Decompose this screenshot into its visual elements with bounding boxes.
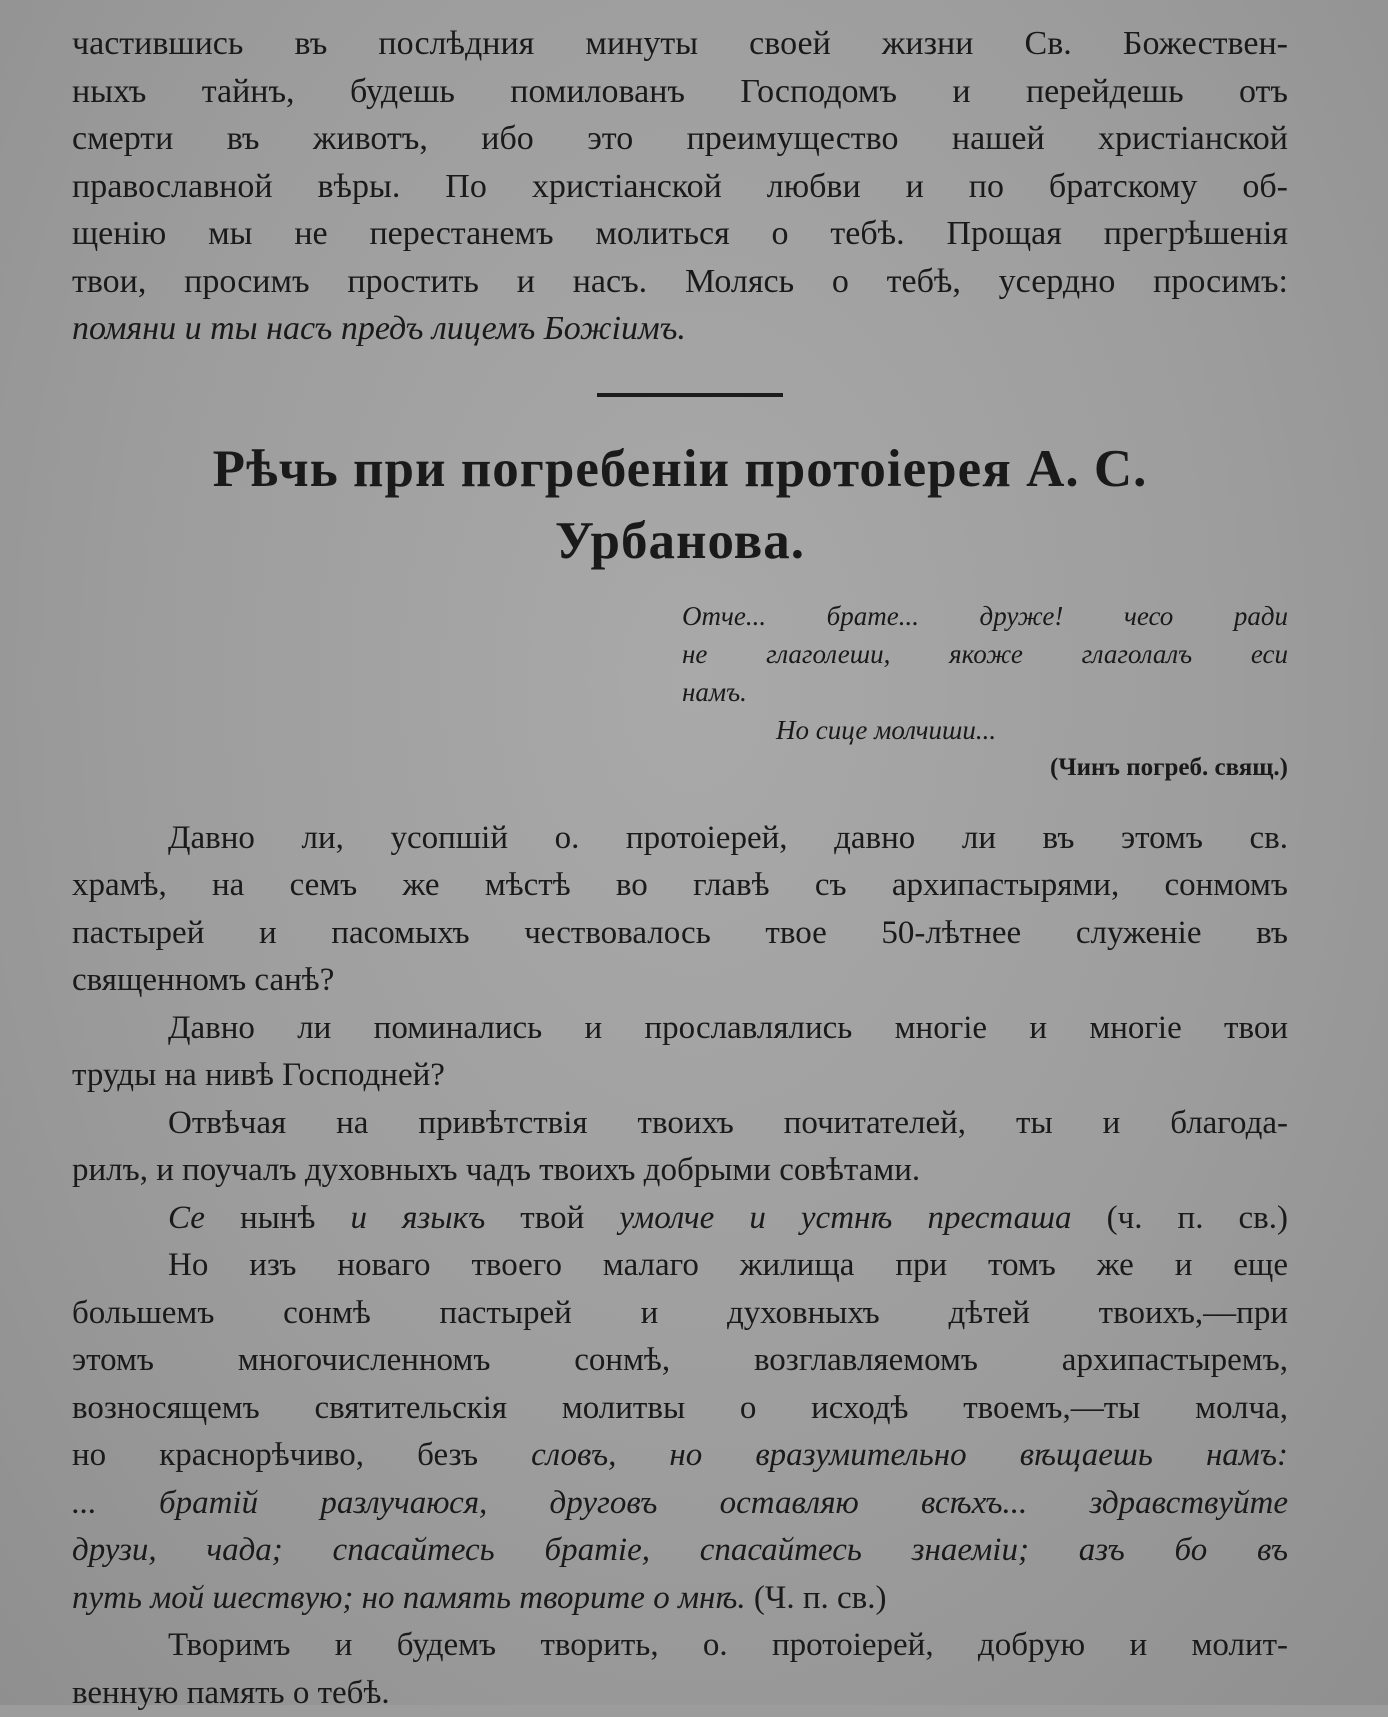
text-line: Но изъ новаго твоего малаго жилища при томъ же и еще bbox=[72, 1242, 1288, 1290]
text-line: большемъ сонмѣ пастырей и духовныхъ дѣтей твоихъ,—при bbox=[72, 1290, 1288, 1338]
text-italic: и языкъ bbox=[350, 1200, 485, 1236]
text-plain: но краснорѣчиво, безъ bbox=[72, 1437, 531, 1473]
text-line: труды на нивѣ Господней? bbox=[72, 1052, 1288, 1100]
text-plain: (ч. п. св.) bbox=[1072, 1200, 1288, 1236]
epigraph-line: не глаголеши, якоже глаголалъ еси bbox=[682, 635, 1288, 673]
body-paragraph bbox=[72, 1242, 1288, 1622]
text-line: православной вѣры. По христiанской любви и по братскому об- bbox=[72, 163, 1288, 211]
text-line: этомъ многочисленномъ сонмѣ, возглавляемомъ архипастыремъ, bbox=[72, 1337, 1288, 1385]
text-plain: твой bbox=[485, 1200, 619, 1236]
text-line: Давно ли поминались и прославлялись многiе и многiе твои bbox=[72, 1005, 1288, 1053]
section-title bbox=[72, 433, 1288, 577]
text-plain: (Ч. п. св.) bbox=[746, 1580, 887, 1616]
text-line: частившись въ послѣдния минуты своей жизни Св. Божествен- bbox=[72, 20, 1288, 68]
epigraph-line: Отче... брате... друже! чесо ради bbox=[682, 597, 1288, 635]
epigraph bbox=[682, 597, 1288, 787]
text-line bbox=[72, 1432, 1288, 1480]
text-line bbox=[72, 1575, 1288, 1623]
text-line: пастырей и пасомыхъ чествовалось твое 50-лѣтнее служенiе въ bbox=[72, 910, 1288, 958]
epigraph-line: Но сице молчиши... bbox=[682, 711, 1288, 749]
text-italic: Се bbox=[168, 1200, 205, 1236]
text-line: Отвѣчая на привѣтствiя твоихъ почитателей, ты и благода- bbox=[72, 1100, 1288, 1148]
text-plain: нынѣ bbox=[205, 1200, 351, 1236]
text-line: венную память о тебѣ. bbox=[72, 1670, 1288, 1717]
text-line-italic: помяни и ты насъ предъ лицемъ Божiимъ. bbox=[72, 305, 1288, 353]
text-line: священномъ санѣ? bbox=[72, 957, 1288, 1005]
section-divider bbox=[597, 393, 783, 397]
body-paragraph bbox=[72, 1195, 1288, 1243]
text-line-italic: ... братiй разлучаюся, друговъ оставляю всѣхъ... здравствуйте bbox=[72, 1480, 1288, 1528]
text-line: ныхъ тайнъ, будешь помилованъ Господомъ и перейдешь отъ bbox=[72, 68, 1288, 116]
title-line-1: Рѣчь при погребенiи протоiерея А. С. bbox=[213, 440, 1148, 498]
speech-body bbox=[72, 815, 1288, 1717]
body-paragraph bbox=[72, 1005, 1288, 1100]
text-line: храмѣ, на семъ же мѣстѣ во главѣ съ архипастырями, сонмомъ bbox=[72, 862, 1288, 910]
text-line bbox=[72, 1195, 1288, 1243]
text-line: смерти въ животъ, ибо это преимущество нашей христiанской bbox=[72, 115, 1288, 163]
text-line-italic: друзи, чада; спасайтесь братiе, спасайтесь знаемiи; азъ бо въ bbox=[72, 1527, 1288, 1575]
body-paragraph bbox=[72, 1622, 1288, 1717]
text-line: возносящемъ святительскiя молитвы о исходѣ твоемъ,—ты молча, bbox=[72, 1385, 1288, 1433]
body-paragraph bbox=[72, 815, 1288, 1005]
text-line: Творимъ и будемъ творить, о. протоiерей, добрую и молит- bbox=[72, 1622, 1288, 1670]
top-paragraph bbox=[72, 20, 1288, 353]
text-italic: словъ, но вразумительно вѣщаешь намъ: bbox=[531, 1437, 1288, 1473]
text-line: щенiю мы не перестанемъ молиться о тебѣ. Прощая прегрѣшенiя bbox=[72, 210, 1288, 258]
epigraph-source: (Чинъ погреб. свящ.) bbox=[682, 749, 1288, 787]
body-paragraph bbox=[72, 1100, 1288, 1195]
text-italic: путь мой шествую; но память творите о мнѣ. bbox=[72, 1580, 746, 1616]
text-line: Давно ли, усопшiй о. протоiерей, давно ли въ этомъ св. bbox=[72, 815, 1288, 863]
epigraph-line: намъ. bbox=[682, 673, 1288, 711]
title-line-2: Урбанова. bbox=[555, 512, 805, 570]
text-line: рилъ, и поучалъ духовныхъ чадъ твоихъ добрыми совѣтами. bbox=[72, 1147, 1288, 1195]
text-italic: умолче и устнѣ престаша bbox=[619, 1200, 1071, 1236]
text-line: твои, просимъ простить и насъ. Молясь о тебѣ, усердно просимъ: bbox=[72, 258, 1288, 306]
